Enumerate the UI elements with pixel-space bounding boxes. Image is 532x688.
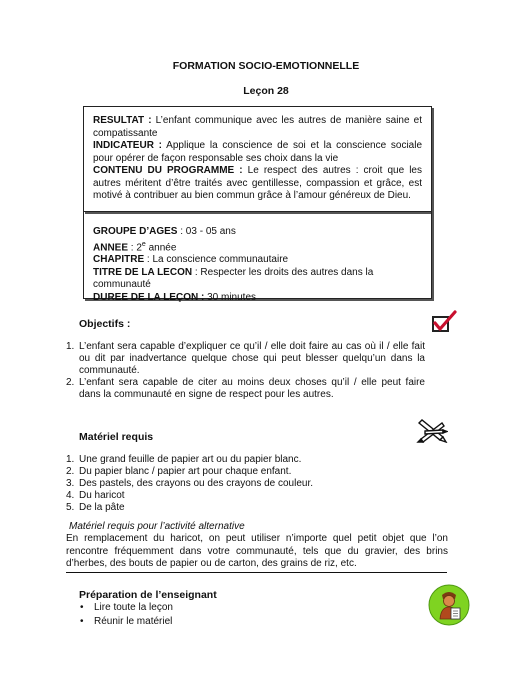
annee-text-a: : 2 <box>128 241 142 253</box>
lesson-outcome-box <box>83 106 432 212</box>
bullet-icon: • <box>80 616 84 627</box>
section-divider <box>66 572 447 573</box>
list-number: 1. <box>66 341 75 352</box>
chapitre-line <box>93 254 422 267</box>
list-item <box>66 341 425 377</box>
indicateur-label: INDICATEUR : <box>93 140 162 151</box>
annee-text-b: année <box>145 241 177 253</box>
list-text: Du haricot <box>79 490 125 501</box>
list-item <box>66 377 425 401</box>
duree-text: 30 minutes <box>204 291 257 303</box>
duree-label: DUREE DE LA LEÇON : <box>93 291 205 303</box>
resultat-line <box>93 115 422 140</box>
alt-material-heading: Matériel requis pour l’activité alternative <box>69 521 245 532</box>
indicateur-text: Applique la conscience de soi et la conscience sociale pour opérer de façon responsable ses choix dans la vie <box>93 140 423 164</box>
groupe-label: GROUPE D’AGES <box>93 226 178 237</box>
list-item <box>80 601 380 615</box>
chapitre-label: CHAPITRE <box>93 254 145 266</box>
groupe-line <box>93 226 422 239</box>
contenu-line <box>93 165 422 203</box>
list-number: 2. <box>66 377 75 388</box>
list-text: Une grand feuille de papier art ou du papier blanc. <box>79 454 302 465</box>
list-number: 2. <box>66 466 75 477</box>
crayons-icon <box>416 417 448 443</box>
groupe-text: : 03 - 05 ans <box>177 226 236 237</box>
titre-text: : Respecter les droits des autres dans la communauté <box>93 266 374 291</box>
preparation-heading: Préparation de l’enseignant <box>79 589 217 601</box>
list-text: Des pastels, des crayons ou des crayons de couleur. <box>79 478 314 489</box>
list-item <box>66 478 406 490</box>
resultat-text: L’enfant communique avec les autres de manière saine et compatissante <box>93 115 422 139</box>
list-text: De la pâte <box>79 502 125 513</box>
chapitre-text: : La conscience communautaire <box>144 254 289 266</box>
annee-superscript: e <box>141 240 146 248</box>
titre-line <box>93 267 422 292</box>
list-number: 3. <box>66 478 75 489</box>
lesson-number: Leçon 28 <box>243 85 289 97</box>
objectifs-heading: Objectifs : <box>79 318 131 330</box>
list-text: Lire toute la leçon <box>94 602 173 613</box>
document-title: FORMATION SOCIO-EMOTIONNELLE <box>172 60 360 72</box>
duree-line <box>93 292 422 305</box>
list-text: L’enfant sera capable d’expliquer ce qu’il / elle doit faire au cas où il / elle fait ou dit par inadvertance quelque chose qui peut blesser quelqu’un dans la communauté. <box>79 341 425 376</box>
list-text: Du papier blanc / papier art pour chaque enfant. <box>79 466 292 477</box>
contenu-label: CONTENU DU PROGRAMME : <box>93 165 243 176</box>
list-item <box>66 502 406 514</box>
teacher-icon <box>427 583 471 627</box>
list-text: Réunir le matériel <box>94 616 173 627</box>
list-number: 5. <box>66 502 75 513</box>
contenu-text: Le respect des autres : croit que les autres méritent d’être traités avec gentillesse, compassion et grâce, est motivé à contribuer au bien commun grâce à l’amour généreux de Dieu. <box>93 165 422 201</box>
preparation-list <box>80 601 380 629</box>
bullet-icon: • <box>80 602 84 613</box>
titre-label: TITRE DE LA LECON <box>93 266 193 278</box>
list-item <box>66 490 406 502</box>
list-number: 4. <box>66 490 75 501</box>
objectifs-list <box>66 341 425 401</box>
alt-material-text: En remplacement du haricot, on peut utiliser n’importe quel petit objet que l’on rencontre fréquemment dans votre communauté, tels que du gravier, des brins d’herbes, des bouts de papier ou de carton, des grains de riz, etc. <box>66 533 448 569</box>
list-item <box>80 615 380 629</box>
checkbox-check-icon <box>431 310 457 334</box>
materiel-heading: Matériel requis <box>79 431 154 443</box>
lesson-info-box <box>83 211 432 303</box>
annee-line <box>93 239 422 255</box>
list-number: 1. <box>66 454 75 465</box>
list-item <box>66 466 406 478</box>
list-item <box>66 454 406 466</box>
materiel-list <box>66 454 406 514</box>
indicateur-line <box>93 140 422 165</box>
resultat-label: RESULTAT : <box>93 115 152 126</box>
list-text: L’enfant sera capable de citer au moins deux choses qu’il / elle peut faire dans la communauté en signe de respect pour les autres. <box>79 377 425 400</box>
annee-label: ANNEE <box>93 241 129 253</box>
